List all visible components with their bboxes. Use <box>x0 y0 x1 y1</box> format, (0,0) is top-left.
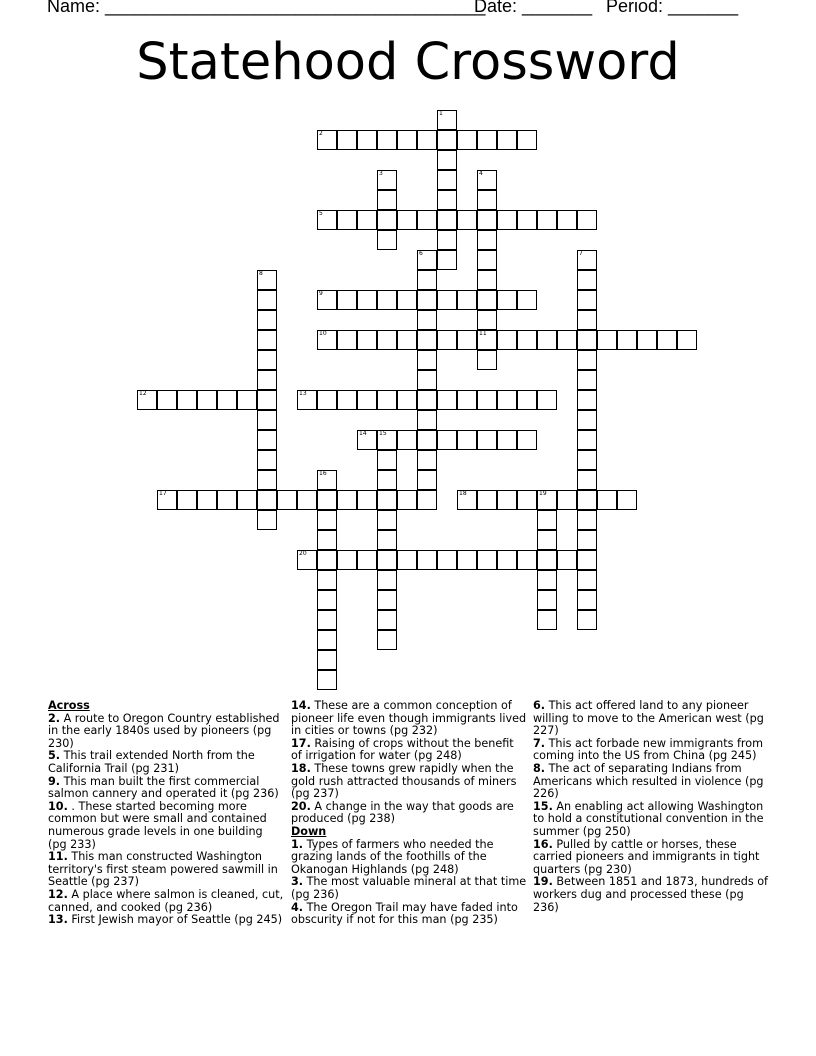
clue <box>291 801 527 826</box>
crossword-cell[interactable] <box>357 130 377 150</box>
clue <box>291 763 527 801</box>
crossword-cell[interactable] <box>317 550 337 570</box>
clue <box>291 839 527 877</box>
crossword-cell[interactable] <box>497 490 517 510</box>
clue <box>533 738 769 763</box>
crossword-cell[interactable] <box>477 390 497 410</box>
crossword-cell[interactable] <box>197 390 217 410</box>
crossword-cell[interactable] <box>457 390 477 410</box>
crossword-cell[interactable] <box>457 290 477 310</box>
clue-column-3 <box>533 700 769 914</box>
crossword-cell[interactable] <box>257 490 277 510</box>
crossword-cell[interactable] <box>457 490 477 510</box>
crossword-cell[interactable] <box>577 270 597 290</box>
crossword-cell[interactable] <box>457 210 477 230</box>
crossword-cell[interactable] <box>377 170 397 190</box>
crossword-cell[interactable] <box>257 350 277 370</box>
clue <box>291 700 527 738</box>
crossword-cell[interactable] <box>317 490 337 510</box>
crossword-cell[interactable] <box>417 350 437 370</box>
clue-text: A route to Oregon Country established in the early 1840s used by pioneers (pg 230) <box>48 711 280 750</box>
crossword-cell[interactable] <box>257 450 277 470</box>
crossword-cell[interactable] <box>617 330 637 350</box>
crossword-cell[interactable] <box>477 270 497 290</box>
crossword-cell[interactable] <box>257 410 277 430</box>
clue-number-label: 20. <box>291 799 311 813</box>
crossword-cell[interactable] <box>517 330 537 350</box>
crossword-cell[interactable] <box>517 430 537 450</box>
crossword-cell[interactable] <box>237 390 257 410</box>
crossword-cell[interactable] <box>217 490 237 510</box>
crossword-cell[interactable] <box>417 250 437 270</box>
clue-number-label: 12. <box>48 887 68 901</box>
crossword-cell[interactable] <box>597 490 617 510</box>
crossword-cell[interactable] <box>437 550 457 570</box>
crossword-cell[interactable] <box>317 650 337 670</box>
clue-number: 12 <box>139 390 147 397</box>
period-field-label[interactable]: Period: _______ <box>606 0 739 16</box>
clue-number-label: 9. <box>48 774 61 788</box>
crossword-cell[interactable] <box>577 610 597 630</box>
crossword-cell[interactable] <box>317 130 337 150</box>
crossword-cell[interactable] <box>417 490 437 510</box>
clue-text: First Jewish mayor of Seattle (pg 245) <box>67 913 283 927</box>
crossword-cell[interactable] <box>377 450 397 470</box>
crossword-cell[interactable] <box>577 290 597 310</box>
clue-number: 15 <box>379 430 387 437</box>
crossword-cell[interactable] <box>517 550 537 570</box>
clue-column-1 <box>48 700 284 927</box>
clue-number: 3 <box>379 170 383 177</box>
clue-text: The most valuable mineral at that time (pg 236) <box>291 875 527 901</box>
crossword-cell[interactable] <box>377 210 397 230</box>
crossword-cell[interactable] <box>497 550 517 570</box>
clue-number-label: 2. <box>48 711 61 725</box>
crossword-cell[interactable] <box>437 290 457 310</box>
crossword-cell[interactable] <box>317 630 337 650</box>
clue-number-label: 1. <box>291 837 304 851</box>
clue-number-label: 17. <box>291 736 311 750</box>
crossword-cell[interactable] <box>417 310 437 330</box>
student-info-header <box>47 0 767 20</box>
crossword-cell[interactable] <box>577 410 597 430</box>
crossword-cell[interactable] <box>477 230 497 250</box>
clue <box>533 763 769 801</box>
crossword-cell[interactable] <box>537 570 557 590</box>
crossword-cell[interactable] <box>377 570 397 590</box>
crossword-cell[interactable] <box>337 550 357 570</box>
clue-number-label: 10. <box>48 799 68 813</box>
crossword-cell[interactable] <box>437 210 457 230</box>
clue-text: These are a common conception of pioneer life even though immigrants lived in cities or towns (pg 232) <box>291 699 527 738</box>
crossword-cell[interactable] <box>157 490 177 510</box>
clue-number: 6 <box>419 250 423 257</box>
crossword-cell[interactable] <box>257 430 277 450</box>
crossword-cell[interactable] <box>437 390 457 410</box>
crossword-cell[interactable] <box>397 330 417 350</box>
crossword-cell[interactable] <box>537 330 557 350</box>
crossword-cell[interactable] <box>537 390 557 410</box>
crossword-cell[interactable] <box>337 290 357 310</box>
crossword-cell[interactable] <box>577 330 597 350</box>
clue-text: These towns grew rapidly when the gold rush attracted thousands of miners (pg 237) <box>291 761 517 801</box>
crossword-cell[interactable] <box>417 410 437 430</box>
clue-text: The Oregon Trail may have faded into obscurity if not for this man (pg 235) <box>291 900 518 927</box>
crossword-cell[interactable] <box>317 290 337 310</box>
crossword-cell[interactable] <box>257 330 277 350</box>
clue-text: An enabling act allowing Washington to hold a constitutional convention in the summer (pg 250) <box>533 799 764 838</box>
clue-number: 4 <box>479 170 483 177</box>
crossword-cell[interactable] <box>537 590 557 610</box>
clue-number: 1 <box>439 110 443 117</box>
clue-text: This man constructed Washington territory's first steam powered sawmill in Seattle (pg 237) <box>48 850 278 889</box>
clue-number: 20 <box>299 550 307 557</box>
crossword-cell[interactable] <box>377 290 397 310</box>
clue-number-label: 3. <box>291 875 304 889</box>
crossword-cell[interactable] <box>317 510 337 530</box>
crossword-cell[interactable] <box>437 110 457 130</box>
clue <box>48 851 284 889</box>
crossword-cell[interactable] <box>557 210 577 230</box>
clue <box>533 801 769 839</box>
crossword-cell[interactable] <box>657 330 677 350</box>
crossword-cell[interactable] <box>217 390 237 410</box>
crossword-cell[interactable] <box>417 470 437 490</box>
crossword-cell[interactable] <box>417 450 437 470</box>
clue-number-label: 13. <box>48 913 68 927</box>
crossword-cell[interactable] <box>257 390 277 410</box>
crossword-cell[interactable] <box>257 310 277 330</box>
clue <box>533 839 769 877</box>
crossword-cell[interactable] <box>477 550 497 570</box>
crossword-cell[interactable] <box>257 270 277 290</box>
clue <box>48 889 284 914</box>
crossword-cell[interactable] <box>577 390 597 410</box>
clue-number: 2 <box>319 130 323 137</box>
crossword-cell[interactable] <box>257 370 277 390</box>
crossword-cell[interactable] <box>357 210 377 230</box>
crossword-cell[interactable] <box>417 430 437 450</box>
crossword-cell[interactable] <box>477 290 497 310</box>
clue-number: 10 <box>319 330 327 337</box>
crossword-cell[interactable] <box>417 270 437 290</box>
clue-text: Pulled by cattle or horses, these carried pioneers and immigrants in tight quarters (pg 230) <box>533 837 760 876</box>
clue <box>533 700 769 738</box>
crossword-cell[interactable] <box>377 610 397 630</box>
crossword-cell[interactable] <box>557 550 577 570</box>
crossword-cell[interactable] <box>537 530 557 550</box>
crossword-cell[interactable] <box>457 130 477 150</box>
crossword-cell[interactable] <box>377 590 397 610</box>
crossword-cell[interactable] <box>397 430 417 450</box>
clue-number: 17 <box>159 490 167 497</box>
crossword-cell[interactable] <box>437 130 457 150</box>
crossword-cell[interactable] <box>577 510 597 530</box>
crossword-cell[interactable] <box>437 230 457 250</box>
crossword-cell[interactable] <box>417 210 437 230</box>
crossword-cell[interactable] <box>337 330 357 350</box>
crossword-cell[interactable] <box>477 350 497 370</box>
crossword-cell[interactable] <box>377 230 397 250</box>
crossword-cell[interactable] <box>477 130 497 150</box>
crossword-cell[interactable] <box>357 550 377 570</box>
crossword-cell[interactable] <box>377 130 397 150</box>
clue <box>48 776 284 801</box>
crossword-cell[interactable] <box>337 210 357 230</box>
crossword-cell[interactable] <box>317 670 337 690</box>
crossword-cell[interactable] <box>637 330 657 350</box>
crossword-cell[interactable] <box>177 490 197 510</box>
crossword-cell[interactable] <box>517 210 537 230</box>
clue-number: 9 <box>319 290 323 297</box>
clue <box>48 914 284 927</box>
crossword-cell[interactable] <box>577 570 597 590</box>
crossword-cell[interactable] <box>437 330 457 350</box>
crossword-cell[interactable] <box>317 570 337 590</box>
clue-text: This act offered land to any pioneer willing to move to the American west (pg 227) <box>533 699 764 738</box>
crossword-cell[interactable] <box>477 190 497 210</box>
crossword-cell[interactable] <box>297 390 317 410</box>
crossword-cell[interactable] <box>397 290 417 310</box>
crossword-cell[interactable] <box>517 490 537 510</box>
crossword-cell[interactable] <box>557 490 577 510</box>
crossword-cell[interactable] <box>317 390 337 410</box>
clue-number: 18 <box>459 490 467 497</box>
crossword-cell[interactable] <box>517 290 537 310</box>
clue-number-label: 6. <box>533 699 546 712</box>
clue-number-label: 18. <box>291 761 311 775</box>
crossword-cell[interactable] <box>377 330 397 350</box>
clue-number-label: 5. <box>48 749 61 763</box>
crossword-cell[interactable] <box>417 390 437 410</box>
crossword-cell[interactable] <box>397 490 417 510</box>
crossword-cell[interactable] <box>357 490 377 510</box>
clue <box>291 876 527 901</box>
crossword-cell[interactable] <box>557 330 577 350</box>
crossword-cell[interactable] <box>317 530 337 550</box>
crossword-cell[interactable] <box>517 390 537 410</box>
crossword-cell[interactable] <box>397 550 417 570</box>
crossword-cell[interactable] <box>497 430 517 450</box>
clue-number: 16 <box>319 470 327 477</box>
crossword-cell[interactable] <box>377 530 397 550</box>
crossword-cell[interactable] <box>377 510 397 530</box>
crossword-cell[interactable] <box>357 430 377 450</box>
crossword-cell[interactable] <box>377 550 397 570</box>
crossword-cell[interactable] <box>537 610 557 630</box>
crossword-cell[interactable] <box>437 170 457 190</box>
clue <box>533 876 769 914</box>
crossword-cell[interactable] <box>177 390 197 410</box>
crossword-cell[interactable] <box>437 150 457 170</box>
crossword-cell[interactable] <box>317 590 337 610</box>
clue-text: A change in the way that goods are produced (pg 238) <box>291 799 514 826</box>
crossword-cell[interactable] <box>257 290 277 310</box>
crossword-cell[interactable] <box>457 550 477 570</box>
crossword-cell[interactable] <box>537 550 557 570</box>
crossword-cell[interactable] <box>577 550 597 570</box>
crossword-cell[interactable] <box>497 390 517 410</box>
crossword-cell[interactable] <box>397 130 417 150</box>
clue-number: 11 <box>479 330 487 337</box>
clue-number: 14 <box>359 430 367 437</box>
clue-number: 7 <box>579 250 583 257</box>
crossword-cell[interactable] <box>577 250 597 270</box>
name-field-label[interactable]: Name: ______________________________________ <box>47 0 486 16</box>
crossword-cell[interactable] <box>337 130 357 150</box>
clue-text: Raising of crops without the benefit of irrigation for water (pg 248) <box>291 736 514 763</box>
crossword-cell[interactable] <box>317 610 337 630</box>
clue-number-label: 15. <box>533 799 553 813</box>
clue <box>291 738 527 763</box>
page-title: Statehood Crossword <box>136 33 680 92</box>
crossword-cell[interactable] <box>477 250 497 270</box>
clue-text: A place where salmon is cleaned, cut, canned, and cooked (pg 236) <box>48 887 284 914</box>
crossword-cell[interactable] <box>397 390 417 410</box>
crossword-cell[interactable] <box>377 430 397 450</box>
crossword-cell[interactable] <box>577 530 597 550</box>
crossword-cell[interactable] <box>437 430 457 450</box>
crossword-cell[interactable] <box>537 210 557 230</box>
crossword-cell[interactable] <box>137 390 157 410</box>
clue-number: 8 <box>259 270 263 277</box>
crossword-cell[interactable] <box>277 490 297 510</box>
crossword-cell[interactable] <box>617 490 637 510</box>
clue-number-label: 11. <box>48 850 68 864</box>
crossword-cell[interactable] <box>377 390 397 410</box>
crossword-cell[interactable] <box>497 290 517 310</box>
crossword-cell[interactable] <box>577 490 597 510</box>
crossword-cell[interactable] <box>357 390 377 410</box>
crossword-cell[interactable] <box>457 430 477 450</box>
crossword-cell[interactable] <box>577 370 597 390</box>
clue-number: 5 <box>319 210 323 217</box>
crossword-cell[interactable] <box>317 210 337 230</box>
crossword-cell[interactable] <box>297 490 317 510</box>
crossword-cell[interactable] <box>357 290 377 310</box>
crossword-cell[interactable] <box>417 130 437 150</box>
crossword-cell[interactable] <box>497 210 517 230</box>
crossword-cell[interactable] <box>437 190 457 210</box>
crossword-cell[interactable] <box>297 550 317 570</box>
crossword-cell[interactable] <box>317 330 337 350</box>
crossword-cell[interactable] <box>577 450 597 470</box>
clue-number-label: 19. <box>533 875 553 889</box>
crossword-cell[interactable] <box>477 210 497 230</box>
clue <box>48 801 284 851</box>
crossword-cell[interactable] <box>417 330 437 350</box>
clue-number-label: 14. <box>291 699 311 712</box>
crossword-cell[interactable] <box>577 350 597 370</box>
crossword-cell[interactable] <box>577 470 597 490</box>
clue-number: 13 <box>299 390 307 397</box>
clue-number-label: 8. <box>533 761 546 775</box>
clue <box>291 902 527 927</box>
crossword-cell[interactable] <box>537 490 557 510</box>
clue <box>48 750 284 775</box>
crossword-cell[interactable] <box>437 250 457 270</box>
clue-text: This act forbade new immigrants from coming into the US from China (pg 245) <box>533 736 763 763</box>
clue-number-label: 7. <box>533 736 546 750</box>
crossword-cell[interactable] <box>477 330 497 350</box>
clue-text: Types of farmers who needed the grazing lands of the foothills of the Okanogan Highlands (pg 248) <box>291 837 494 876</box>
clue-number: 19 <box>539 490 547 497</box>
crossword-cell[interactable] <box>337 490 357 510</box>
crossword-cell[interactable] <box>257 470 277 490</box>
crossword-cell[interactable] <box>497 130 517 150</box>
crossword-cell[interactable] <box>597 330 617 350</box>
crossword-cell[interactable] <box>417 370 437 390</box>
crossword-cell[interactable] <box>417 550 437 570</box>
crossword-cell[interactable] <box>377 470 397 490</box>
crossword-cell[interactable] <box>477 310 497 330</box>
clue-text: . These started becoming more common but were small and contained numerous grade levels in one building (pg 233) <box>48 799 267 851</box>
crossword-cell[interactable] <box>397 210 417 230</box>
crossword-cell[interactable] <box>577 310 597 330</box>
clue-text: The act of separating Indians from Americans which resulted in violence (pg 226) <box>533 761 764 801</box>
date-field-label[interactable]: Date: _______ <box>474 0 593 16</box>
down-heading: Down <box>291 824 327 838</box>
clue-text: Between 1851 and 1873, hundreds of workers dug and processed these (pg 236) <box>533 875 768 914</box>
clue-number-label: 4. <box>291 900 304 914</box>
crossword-cell[interactable] <box>257 510 277 530</box>
crossword-cell[interactable] <box>677 330 697 350</box>
crossword-cell[interactable] <box>417 290 437 310</box>
crossword-cell[interactable] <box>197 490 217 510</box>
crossword-cell[interactable] <box>577 210 597 230</box>
crossword-cell[interactable] <box>157 390 177 410</box>
crossword-cell[interactable] <box>477 490 497 510</box>
clue-text: This trail extended North from the California Trail (pg 231) <box>48 749 255 775</box>
crossword-cell[interactable] <box>477 170 497 190</box>
crossword-cell[interactable] <box>357 330 377 350</box>
crossword-cell[interactable] <box>577 590 597 610</box>
crossword-cell[interactable] <box>477 430 497 450</box>
crossword-cell[interactable] <box>377 490 397 510</box>
crossword-cell[interactable] <box>237 490 257 510</box>
crossword-cell[interactable] <box>457 330 477 350</box>
clue-number-label: 16. <box>533 837 553 851</box>
crossword-cell[interactable] <box>577 430 597 450</box>
crossword-cell[interactable] <box>537 510 557 530</box>
clue-text: This man built the first commercial salmon cannery and operated it (pg 236) <box>48 774 279 801</box>
clue <box>48 713 284 751</box>
crossword-cell[interactable] <box>317 470 337 490</box>
clue-column-2 <box>291 700 527 927</box>
crossword-cell[interactable] <box>377 630 397 650</box>
crossword-cell[interactable] <box>497 330 517 350</box>
crossword-cell[interactable] <box>377 190 397 210</box>
crossword-cell[interactable] <box>517 130 537 150</box>
across-heading: Across <box>48 699 90 712</box>
crossword-cell[interactable] <box>337 390 357 410</box>
